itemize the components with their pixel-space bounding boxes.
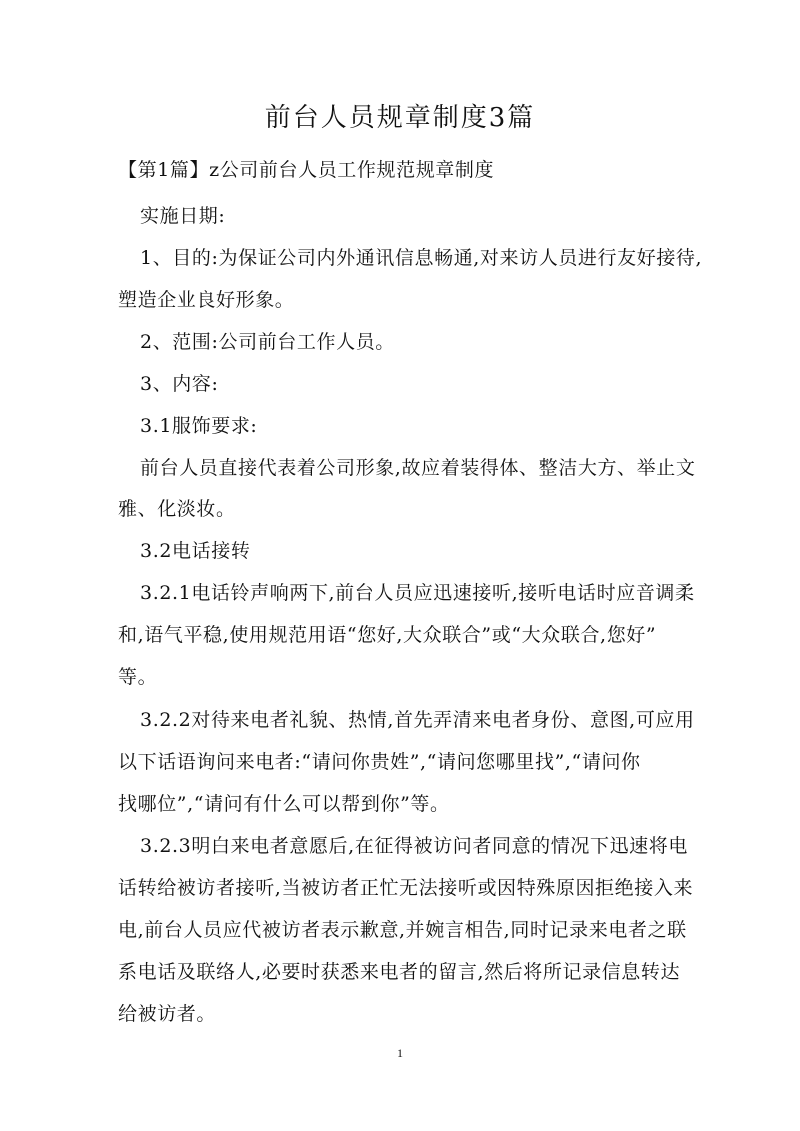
paragraph-line: 系电话及联络人,必要时获悉来电者的留言,然后将所记录信息转达 xyxy=(118,961,681,983)
paragraph-line: 找哪位”,“请问有什么可以帮到你”等。 xyxy=(118,793,450,815)
paragraph-line: 等。 xyxy=(118,666,158,688)
paragraph-line: 塑造企业良好形象。 xyxy=(118,289,295,311)
paragraph-line: 3.2电话接转 xyxy=(140,540,251,562)
paragraph-line: 2、范围:公司前台工作人员。 xyxy=(140,331,395,353)
paragraph-line: 3.2.3明白来电者意愿后,在征得被访问者同意的情况下迅速将电 xyxy=(140,835,688,857)
paragraph-line: 3.1服饰要求: xyxy=(140,415,258,437)
document-title: 前台人员规章制度3篇 xyxy=(264,103,536,133)
page-number: 1 xyxy=(397,1046,403,1060)
paragraph-line: 前台人员直接代表着公司形象,故应着装得体、整洁大方、举止文 xyxy=(140,457,696,479)
paragraph-line: 1、目的:为保证公司内外通讯信息畅通,对来访人员进行友好接待, xyxy=(140,247,703,269)
paragraph-line: 电,前台人员应代被访者表示歉意,并婉言相告,同时记录来电者之联 xyxy=(118,919,687,941)
paragraph-line: 以下话语询问来电者:“请问你贵姓”,“请问您哪里找”,“请问你 xyxy=(118,751,641,773)
paragraph-line: 话转给被访者接听,当被访者正忙无法接听或因特殊原因拒绝接入来 xyxy=(118,877,694,899)
paragraph-line: 3、内容: xyxy=(140,373,219,395)
paragraph-line: 3.2.2对待来电者礼貌、热情,首先弄清来电者身份、意图,可应用 xyxy=(140,709,695,731)
section-heading: 【第1篇】z公司前台人员工作规范规章制度 xyxy=(118,159,495,181)
paragraph-line: 3.2.1电话铃声响两下,前台人员应迅速接听,接听电话时应音调柔 xyxy=(140,582,695,604)
paragraph-line: 给被访者。 xyxy=(118,1003,217,1025)
paragraph-line: 和,语气平稳,使用规范用语“您好,大众联合”或“大众联合,您好” xyxy=(118,624,657,646)
paragraph-line: 雅、化淡妆。 xyxy=(118,498,236,520)
paragraph-line: 实施日期: xyxy=(140,205,226,227)
